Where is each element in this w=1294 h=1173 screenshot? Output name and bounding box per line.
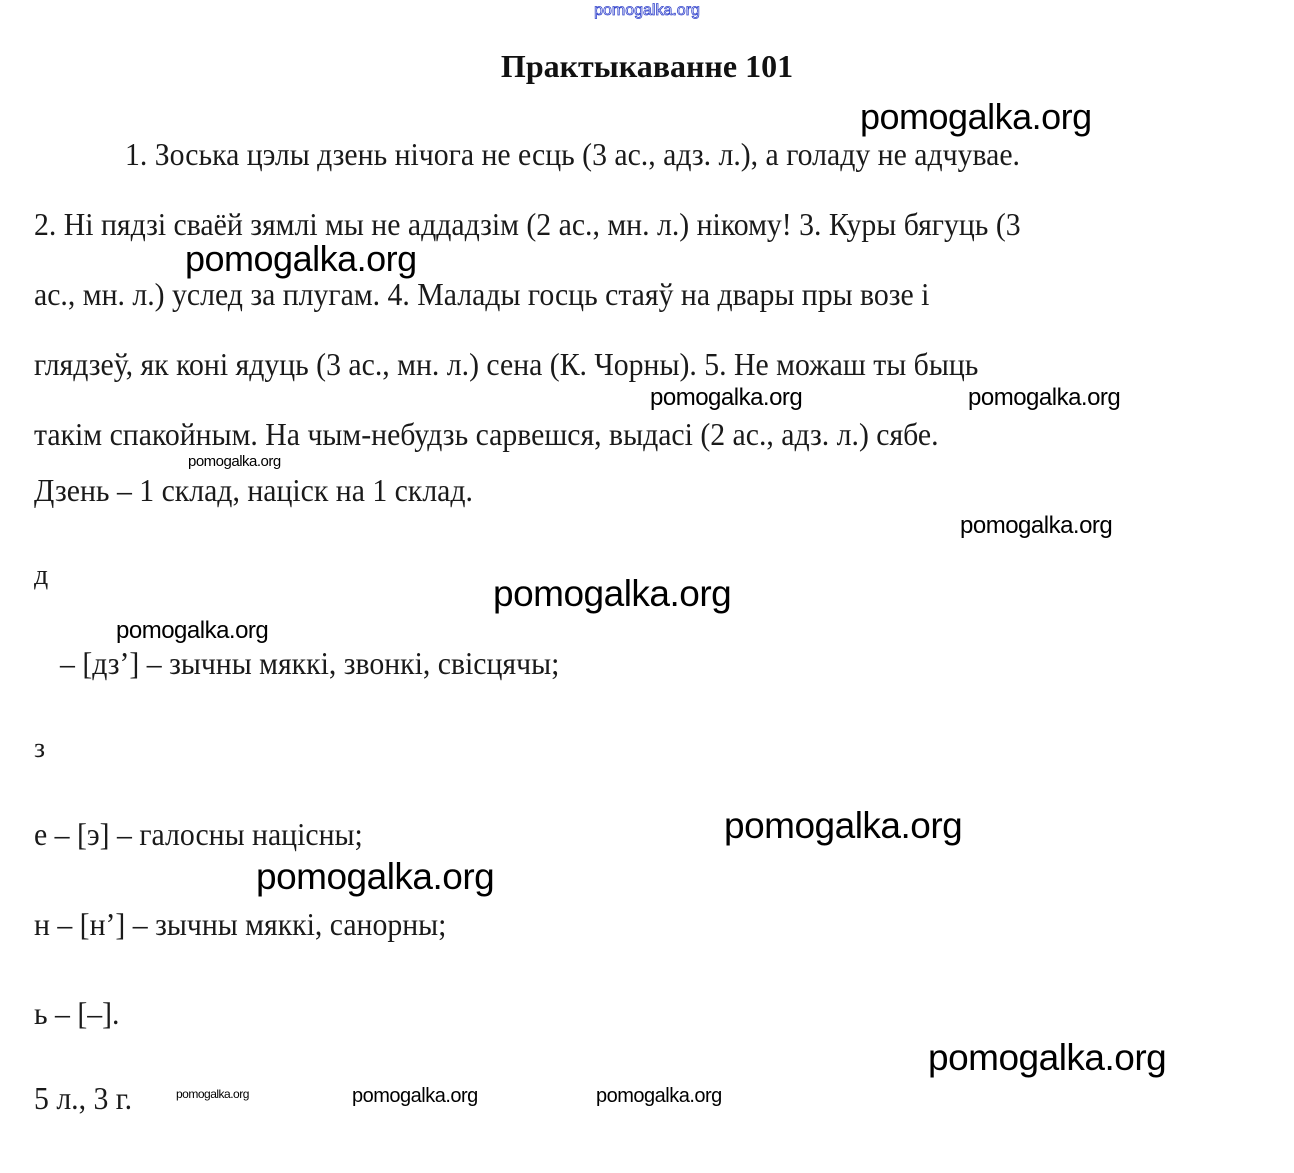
watermark: pomogalka.org: [968, 384, 1121, 411]
watermark: pomogalka.org: [724, 805, 963, 846]
letter-z: з: [34, 733, 46, 764]
page-title: Практыкаванне 101: [500, 48, 794, 84]
soft-sign: ь – [–].: [34, 995, 120, 1031]
watermark: pomogalka.org: [860, 96, 1092, 137]
watermark: pomogalka.org: [493, 573, 732, 614]
watermark: pomogalka.org: [650, 384, 803, 411]
paragraph-line: ас., мн. л.) услед за плугам. 4. Малады госць стаяў на двары пры возе і: [34, 276, 930, 312]
watermark: pomogalka.org: [116, 617, 269, 644]
watermark: pomogalka.org: [256, 856, 495, 897]
watermark: pomogalka.org: [928, 1037, 1167, 1078]
sound-e: е – [э] – галосны націсны;: [34, 816, 363, 852]
watermark: pomogalka.org: [960, 512, 1113, 539]
watermark: pomogalka.org: [352, 1085, 478, 1107]
paragraph-line: такім спакойным. На чым-небудзь сарвешся, выдасі (2 ас., адз. л.) сябе.: [34, 416, 939, 452]
letter-d: д: [34, 560, 49, 591]
watermark: pomogalka.org: [596, 1085, 722, 1107]
paragraph-line: 2. Ні пядзі сваёй зямлі мы не аддадзім (2 ас., мн. л.) нікому! 3. Куры бягуць (3: [34, 206, 1021, 242]
paragraph-line: глядзеў, як коні ядуць (3 ас., мн. л.) сена (К. Чорны). 5. Не можаш ты быць: [34, 346, 979, 382]
sound-n: н – [н’] – зычны мяккі, санорны;: [34, 906, 447, 942]
paragraph-line: 1. Зоська цэлы дзень нічога не есць (3 ас., адз. л.), а голаду не адчувае.: [125, 136, 1020, 172]
watermark: pomogalka.org: [188, 453, 281, 470]
watermark: pomogalka.org: [185, 238, 417, 279]
syllable-info: Дзень – 1 склад, націск на 1 склад.: [34, 472, 473, 508]
letters-sounds-summary: 5 л., 3 г.: [34, 1080, 133, 1116]
header-watermark: pomogalka.org: [594, 2, 700, 19]
watermark: pomogalka.org: [176, 1087, 249, 1101]
sound-dz: – [дз’] – зычны мяккі, звонкі, свісцячы;: [60, 645, 560, 681]
